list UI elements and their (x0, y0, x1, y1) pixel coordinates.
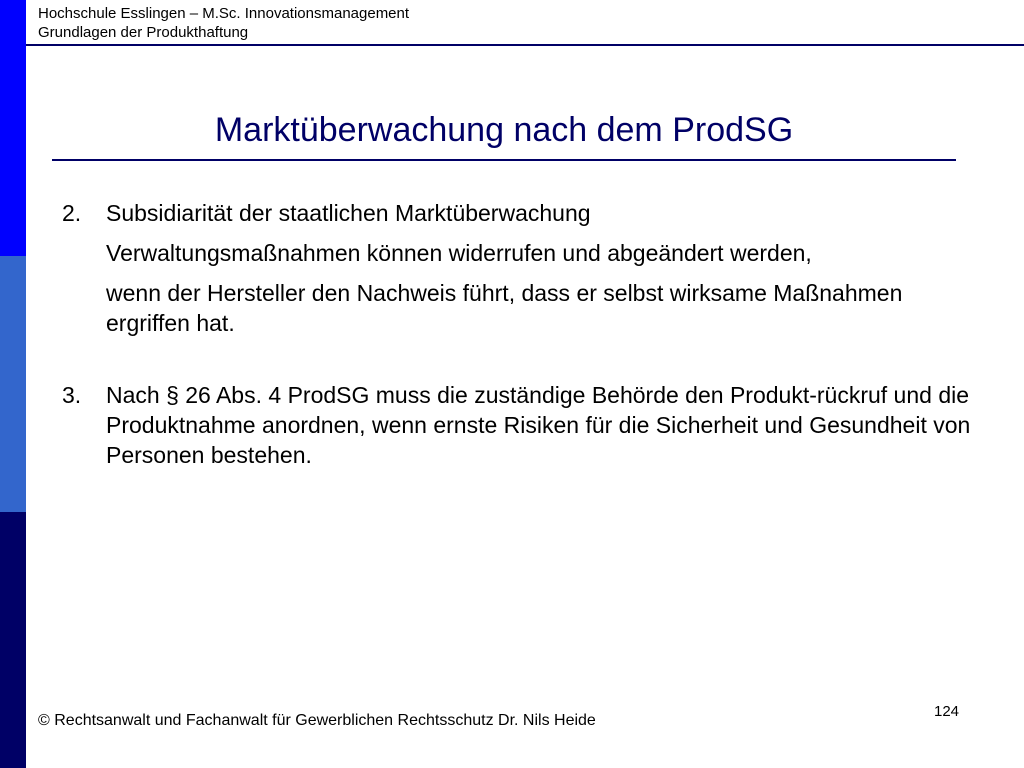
list-item-number: 2. (62, 200, 82, 226)
title-underline (52, 159, 956, 161)
side-bar-bottom (0, 512, 26, 768)
slide-header (38, 4, 409, 42)
list-item-text: wenn der Hersteller den Nachweis führt, dass er selbst wirksame Maßnahmen ergriffen hat. (106, 280, 903, 336)
list-item-number: 3. (62, 382, 82, 408)
list-item-heading: Subsidiarität der staatlichen Marktüberwachung (106, 200, 591, 226)
slide-title: Marktüberwachung nach dem ProdSG (214, 111, 794, 149)
header-divider (26, 44, 1024, 46)
header-course: Grundlagen der Produkthaftung (38, 24, 249, 41)
slide-content (62, 198, 992, 470)
header-institution: Hochschule Esslingen – M.Sc. Innovationsmanagement (38, 5, 410, 22)
side-bar-top (0, 0, 26, 256)
page-number: 124 (934, 703, 960, 720)
footer-copyright: © Rechtsanwalt und Fachanwalt für Gewerblichen Rechtsschutz Dr. Nils Heide (38, 712, 596, 729)
list-item (62, 198, 992, 338)
list-item-text: Nach § 26 Abs. 4 ProdSG muss die zuständige Behörde den Produkt-rückruf und die Produktnahme anordnen, wenn ernste Risiken für die Sicherheit und Gesundheit von Personen bestehen. (106, 382, 971, 468)
side-bar-middle (0, 256, 26, 512)
list-item (62, 380, 992, 470)
list-item-text: Verwaltungsmaßnahmen können widerrufen und abgeändert werden, (106, 240, 812, 266)
